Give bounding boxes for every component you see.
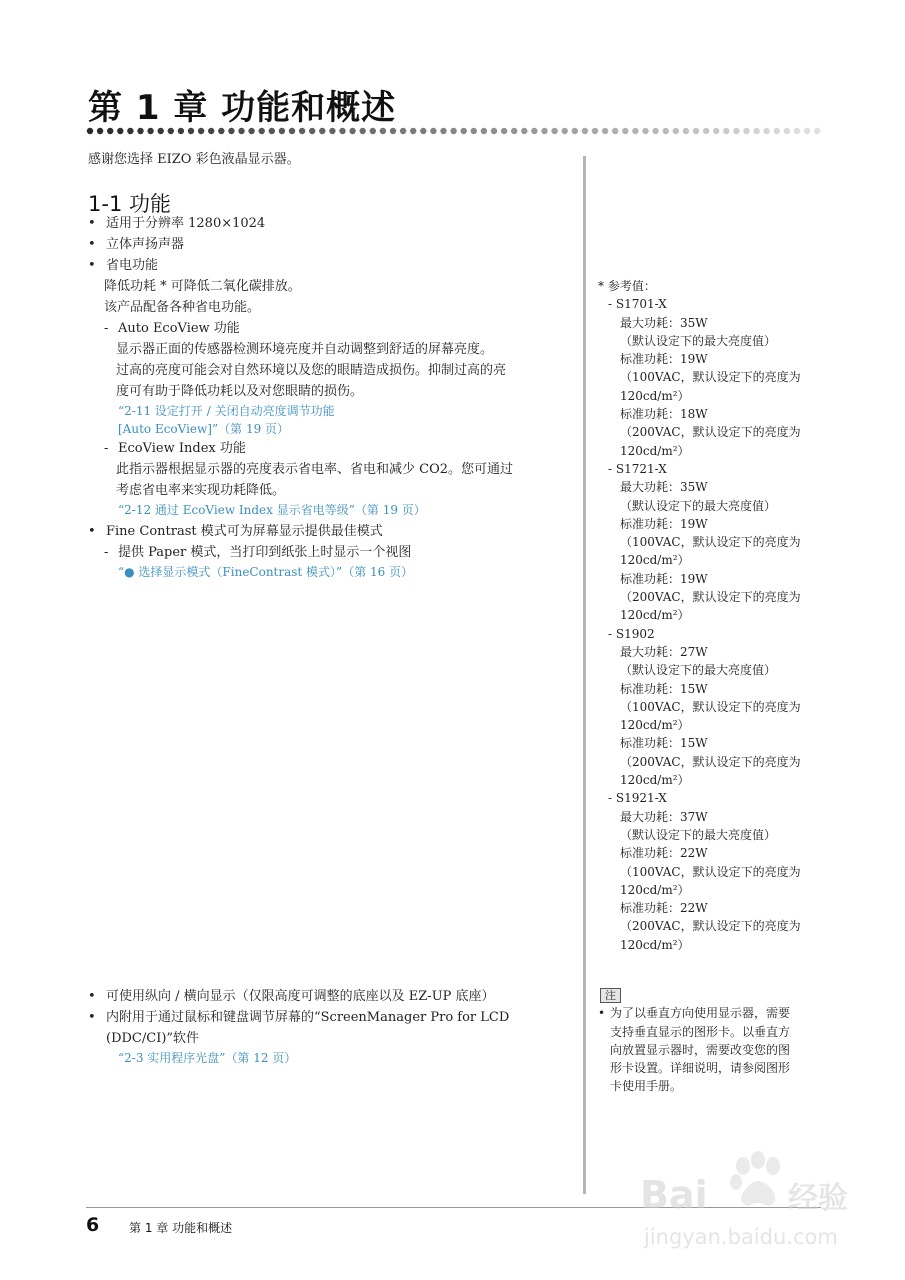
divider-dot — [360, 128, 366, 134]
features-list-continued — [88, 986, 576, 1067]
divider-dot — [814, 128, 820, 134]
divider-dot — [663, 128, 669, 134]
divider-dot — [753, 128, 759, 134]
divider-dot — [188, 128, 194, 134]
divider-dot — [481, 128, 487, 134]
divider-dot — [147, 128, 153, 134]
divider-dot — [269, 128, 275, 134]
dotted-divider — [86, 126, 826, 136]
svg-text:经验: 经验 — [788, 1181, 848, 1216]
divider-dot — [289, 128, 295, 134]
divider-dot — [652, 128, 658, 134]
note-badge: 注 — [600, 988, 621, 1003]
divider-dot — [461, 128, 467, 134]
chapter-title: 第 1 章 功能和概述 — [88, 88, 397, 128]
sub-item-auto-ecoview: - Auto EcoView 功能 — [104, 321, 240, 336]
divider-dot — [178, 128, 184, 134]
divider-dot — [228, 128, 234, 134]
section-title: 1-1 功能 — [88, 192, 171, 216]
divider-dot — [602, 128, 608, 134]
footer-chapter-title: 第 1 章 功能和概述 — [129, 1221, 233, 1235]
divider-dot — [440, 128, 446, 134]
reference-heading: * 参考值： — [598, 279, 656, 293]
divider-dot — [541, 128, 547, 134]
divider-dot — [683, 128, 689, 134]
divider-dot — [703, 128, 709, 134]
divider-dot — [582, 128, 588, 134]
auto-ecoview-link[interactable]: “2-11 设定打开 / 关闭自动亮度调节功能 [Auto EcoView]”（第 19 页） — [118, 404, 335, 436]
divider-dot — [107, 128, 113, 134]
divider-dot — [137, 128, 143, 134]
software-link[interactable]: “2-3 实用程序光盘”（第 12 页） — [118, 1051, 297, 1065]
divider-dot — [238, 128, 244, 134]
divider-dot — [218, 128, 224, 134]
divider-dot — [158, 128, 164, 134]
note-box — [598, 986, 828, 1096]
divider-dot — [794, 128, 800, 134]
model-block: - S1902 最大功耗：27W （默认设定下的最大亮度值） 标准功耗：15W （100VAC，默认设定下的亮度为 120cd/m²） 标准功耗：15W （200VAC，默认设定下的亮度为 120cd/m²） — [608, 626, 801, 788]
svg-text:jingyan.baidu.com: jingyan.baidu.com — [644, 1225, 838, 1249]
divider-dot — [642, 128, 648, 134]
divider-dot — [430, 128, 436, 134]
list-item: • 内附用于通过鼠标和键盘调节屏幕的“ScreenManager Pro for LCD — [88, 1010, 510, 1025]
auto-ecoview-desc: 显示器正面的传感器检测环境亮度并自动调整到舒适的屏幕亮度。 — [116, 342, 494, 357]
divider-dot — [319, 128, 325, 134]
divider-dot — [804, 128, 810, 134]
divider-dot — [531, 128, 537, 134]
divider-dot — [551, 128, 557, 134]
divider-dot — [521, 128, 527, 134]
divider-dot — [198, 128, 204, 134]
divider-dot — [259, 128, 265, 134]
divider-dot — [471, 128, 477, 134]
divider-dot — [723, 128, 729, 134]
auto-ecoview-desc: 过高的亮度可能会对自然环境以及您的眼睛造成损伤。抑制过高的亮 — [116, 363, 507, 378]
divider-dot — [309, 128, 315, 134]
power-desc: 降低功耗 * 可降低二氧化碳排放。 — [104, 279, 301, 294]
model-block: - S1701-X 最大功耗：35W （默认设定下的最大亮度值） 标准功耗：19W （100VAC，默认设定下的亮度为 120cd/m²） 标准功耗：18W （200VAC，默认设定下的亮度为 120cd/m²） — [608, 297, 801, 458]
divider-dot — [693, 128, 699, 134]
intro-text: 感谢您选择 EIZO 彩色液晶显示器。 — [88, 152, 300, 167]
list-item: • 适用于分辨率 1280×1024 — [88, 216, 266, 231]
auto-ecoview-desc: 度可有助于降低功耗以及对您眼睛的损伤。 — [116, 384, 364, 399]
divider-dot — [632, 128, 638, 134]
divider-dot — [87, 128, 93, 134]
divider-dot — [622, 128, 628, 134]
divider-dot — [562, 128, 568, 134]
divider-dot — [97, 128, 103, 134]
divider-dot — [612, 128, 618, 134]
ecoview-index-desc: 此指示器根据显示器的亮度表示省电率、省电和减少 CO2。您可通过 — [116, 462, 514, 477]
divider-dot — [491, 128, 497, 134]
divider-dot — [420, 128, 426, 134]
software-cont: (DDC/CI)”软件 — [106, 1031, 200, 1046]
divider-dot — [349, 128, 355, 134]
divider-dot — [117, 128, 123, 134]
divider-dot — [380, 128, 386, 134]
divider-dot — [450, 128, 456, 134]
svg-text:Bai: Bai — [640, 1173, 708, 1217]
features-list — [88, 213, 576, 581]
page-number: 6 — [86, 1214, 100, 1236]
divider-dot — [279, 128, 285, 134]
divider-dot — [370, 128, 376, 134]
divider-dot — [390, 128, 396, 134]
paper-mode-link[interactable]: “● 选择显示模式（FineContrast 模式）”（第 16 页） — [118, 565, 414, 579]
divider-dot — [572, 128, 578, 134]
sub-item-paper-mode: - 提供 Paper 模式，当打印到纸张上时显示一个视图 — [104, 545, 412, 560]
power-desc: 该产品配备各种省电功能。 — [104, 300, 261, 315]
divider-dot — [713, 128, 719, 134]
sub-item-ecoview-index: - EcoView Index 功能 — [104, 441, 246, 456]
divider-dot — [410, 128, 416, 134]
divider-dot — [208, 128, 214, 134]
note-text: • 为了以垂直方向使用显示器，需要 支持垂直显示的图形卡。以垂直方 向放置显示器时，需要改变您的图 形卡设置。详细说明，请参阅图形 卡使用手册。 — [598, 1006, 791, 1094]
divider-dot — [168, 128, 174, 134]
divider-dot — [501, 128, 507, 134]
divider-dot — [764, 128, 770, 134]
list-item: • 立体声扬声器 — [88, 237, 185, 252]
sidebar-divider — [583, 156, 586, 1194]
list-item: • Fine Contrast 模式可为屏幕显示提供最佳模式 — [88, 524, 383, 539]
divider-dot — [592, 128, 598, 134]
divider-dot — [784, 128, 790, 134]
model-block: - S1921-X 最大功耗：37W （默认设定下的最大亮度值） 标准功耗：22W （100VAC，默认设定下的亮度为 120cd/m²） 标准功耗：22W （200VAC，默认设定下的亮度为 120cd/m²） — [608, 791, 801, 952]
model-block: - S1721-X 最大功耗：35W （默认设定下的最大亮度值） 标准功耗：19W （100VAC，默认设定下的亮度为 120cd/m²） 标准功耗：19W （200VAC，默认设定下的亮度为 120cd/m²） — [608, 461, 801, 623]
divider-dot — [127, 128, 133, 134]
divider-dot — [339, 128, 345, 134]
ecoview-index-desc: 考虑省电率来实现功耗降低。 — [116, 483, 286, 498]
divider-dot — [248, 128, 254, 134]
divider-dot — [400, 128, 406, 134]
divider-dot — [329, 128, 335, 134]
divider-dot — [511, 128, 517, 134]
reference-values — [598, 277, 823, 954]
divider-dot — [299, 128, 305, 134]
ecoview-index-link[interactable]: “2-12 通过 EcoView Index 显示省电等级”（第 19 页） — [118, 503, 426, 517]
baidu-watermark-logo — [640, 1140, 850, 1270]
list-item: • 省电功能 — [88, 258, 159, 273]
divider-dot — [733, 128, 739, 134]
list-item: • 可使用纵向 / 横向显示（仅限高度可调整的底座以及 EZ-UP 底座） — [88, 989, 495, 1004]
divider-dot — [743, 128, 749, 134]
divider-dot — [774, 128, 780, 134]
divider-dot — [673, 128, 679, 134]
